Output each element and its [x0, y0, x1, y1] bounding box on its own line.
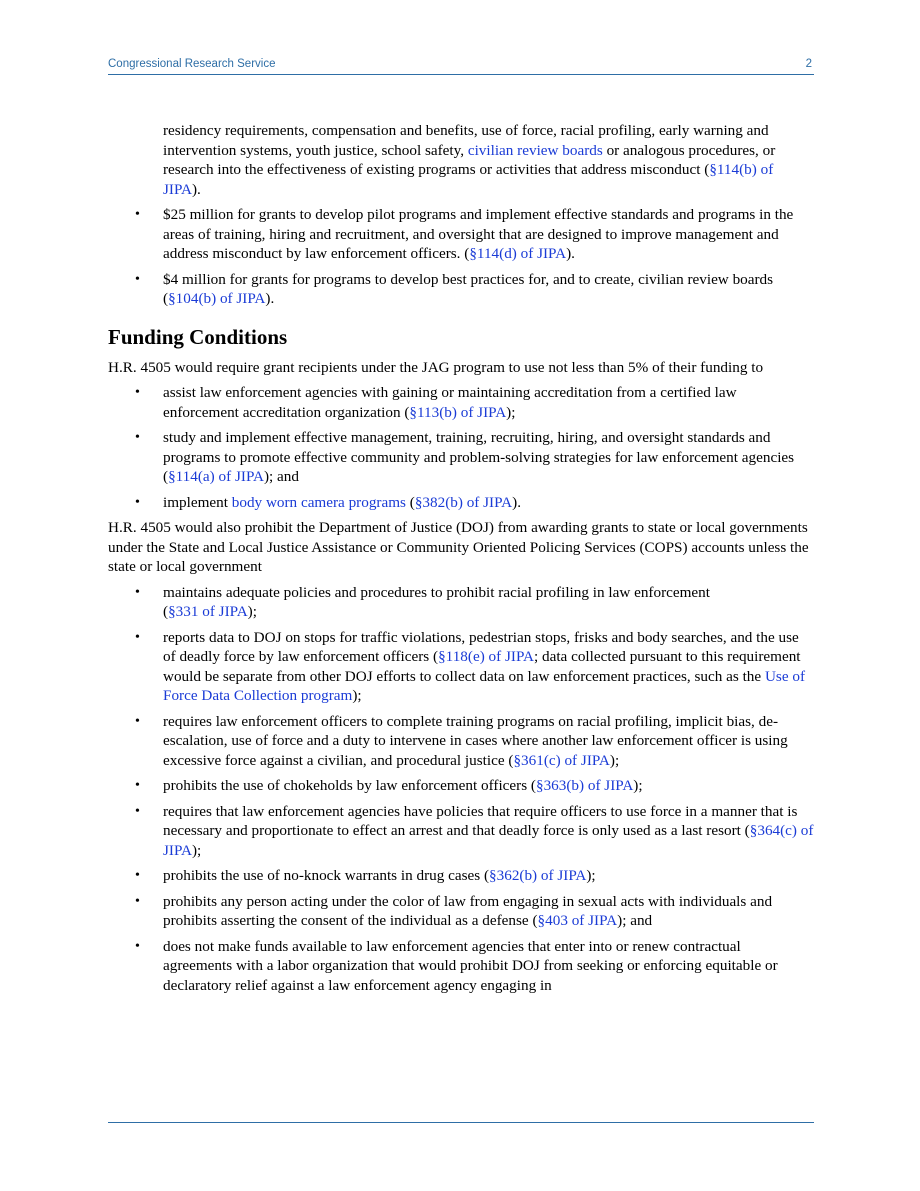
page-number: 2 — [805, 58, 812, 70]
bullet-glyph: • — [135, 938, 140, 954]
bullet-glyph: • — [135, 430, 140, 445]
bullet-glyph: • — [135, 385, 140, 400]
bullet-glyph: • — [135, 494, 140, 510]
jipa-104b-link[interactable]: §104(b) of JIPA — [168, 290, 266, 307]
jipa-113b-link[interactable]: §113(b) of JIPA — [409, 403, 507, 421]
page-header — [108, 56, 814, 75]
list-item: • prohibits the use of no-knock warrants in drug cases (§362(b) of JIPA); — [135, 867, 596, 884]
footer-rule — [108, 1122, 814, 1123]
list-item: • implement body worn camera programs (§382(b) of JIPA). — [135, 493, 521, 511]
list-item: • prohibits the use of chokeholds by law enforcement officers (§363(b) of JIPA); — [135, 777, 643, 794]
jipa-382b-link[interactable]: §382(b) of JIPA — [414, 493, 513, 511]
bullet-glyph: • — [135, 778, 140, 793]
civilian-review-boards-link[interactable]: civilian review boards — [467, 141, 603, 159]
bullet-glyph: • — [135, 893, 140, 909]
list-item: • $4 million for grants for programs to develop best practices for, and to create, civilian review boards (§104(b) of JIPA). — [135, 270, 774, 307]
jipa-363b-link[interactable]: §363(b) of JIPA — [535, 777, 634, 794]
jipa-114b-link[interactable]: §114(b) of JIPA — [163, 161, 774, 198]
paragraph: H.R. 4505 would also prohibit the Department of Justice (DOJ) from awarding grants to state or local governments under the State and Local Justice Assistance or Community Oriented Policing Services (COPS) accounts unless the state or local government — [108, 519, 809, 575]
jipa-361c-link[interactable]: §361(c) of JIPA — [513, 751, 610, 769]
bullet-glyph: • — [135, 868, 140, 883]
list-item: • study and implement effective management, training, recruiting, hiring, and oversight standards and programs to promote effective community and problem-solving strategies for law enforcement agencies (§114(a) of JIPA); and — [135, 429, 795, 485]
jipa-403-link[interactable]: §403 of JIPA — [537, 912, 618, 929]
list-item: • $25 million for grants to develop pilot programs and implement effective standards and programs in the areas of training, hiring and recruitment, and oversight that are designed to improve management and address misconduct by law enforcement officers. (§114(d) of JIPA). — [135, 206, 794, 262]
list-item: • prohibits any person acting under the color of law from engaging in sexual acts with individuals and prohibits asserting the consent of the individual as a defense (§403 of JIPA); and — [135, 892, 773, 929]
jipa-362b-link[interactable]: §362(b) of JIPA — [489, 867, 587, 884]
bullet-glyph: • — [135, 713, 140, 729]
jipa-114a-link[interactable]: §114(a) of JIPA — [168, 468, 264, 485]
bullet-glyph: • — [135, 584, 140, 600]
jipa-118e-link[interactable]: §118(e) of JIPA — [438, 648, 534, 665]
list-item: • assist law enforcement agencies with gaining or maintaining accreditation from a certified law enforcement accreditation organization (§113(b) of JIPA); — [135, 384, 737, 421]
header-title: Congressional Research Service — [108, 58, 276, 70]
paragraph: H.R. 4505 would require grant recipients under the JAG program to use not less than 5% of their funding to — [108, 358, 764, 376]
list-item: • reports data to DOJ on stops for traffic violations, pedestrian stops, frisks and body searches, and the use of deadly force by law enforcement officers (§118(e) of JIPA; data collected pursuant to this requirement would be separate from other DOJ efforts to collect data on law enforcement practices, such as the Use of Force Data Collection program); — [135, 628, 806, 704]
body-worn-camera-link[interactable]: body worn camera programs — [231, 493, 406, 511]
list-item: • does not make funds available to law enforcement agencies that enter into or renew contractual agreements with a labor organization that would prohibit DOJ from seeking or enforcing equitable or declaratory relief against a law enforcement agency engaging in — [135, 937, 778, 994]
continued-list-item: residency requirements, compensation and benefits, use of force, racial profiling, early warning and intervention systems, youth justice, school safety, civilian review boards or analogous procedures, or research into the effectiveness of existing programs or activities that address misconduct (§114(b) of JIPA). — [163, 122, 776, 198]
section-heading: Funding Conditions — [108, 324, 288, 349]
list-item: • maintains adequate policies and procedures to prohibit racial profiling in law enforcement (§331 of JIPA); — [135, 583, 710, 620]
jipa-364c-link[interactable]: §364(c) of JIPA — [163, 822, 814, 859]
list-item: • requires law enforcement officers to complete training programs on racial profiling, implicit bias, de-escalation, use of force and a duty to intervene in cases where another law enforcement officer is using excessive force against a civilian, and procedural justice (§361(c) of JIPA); — [135, 712, 788, 769]
document-body — [108, 121, 814, 1001]
jipa-114d-link[interactable]: §114(d) of JIPA — [469, 245, 567, 262]
bullet-glyph: • — [135, 207, 140, 222]
bullet-glyph: • — [135, 271, 140, 287]
use-of-force-data-link[interactable]: Use of Force Data Collection program — [163, 667, 806, 704]
list-item: • requires that law enforcement agencies have policies that require officers to use force in a manner that is necessary and proportionate to effect an arrest and that deadly force is only used as a last resort (§364(c) of JIPA); — [135, 802, 814, 859]
bullet-glyph: • — [135, 629, 140, 645]
bullet-glyph: • — [135, 803, 140, 819]
jipa-331-link[interactable]: §331 of JIPA — [168, 603, 248, 620]
